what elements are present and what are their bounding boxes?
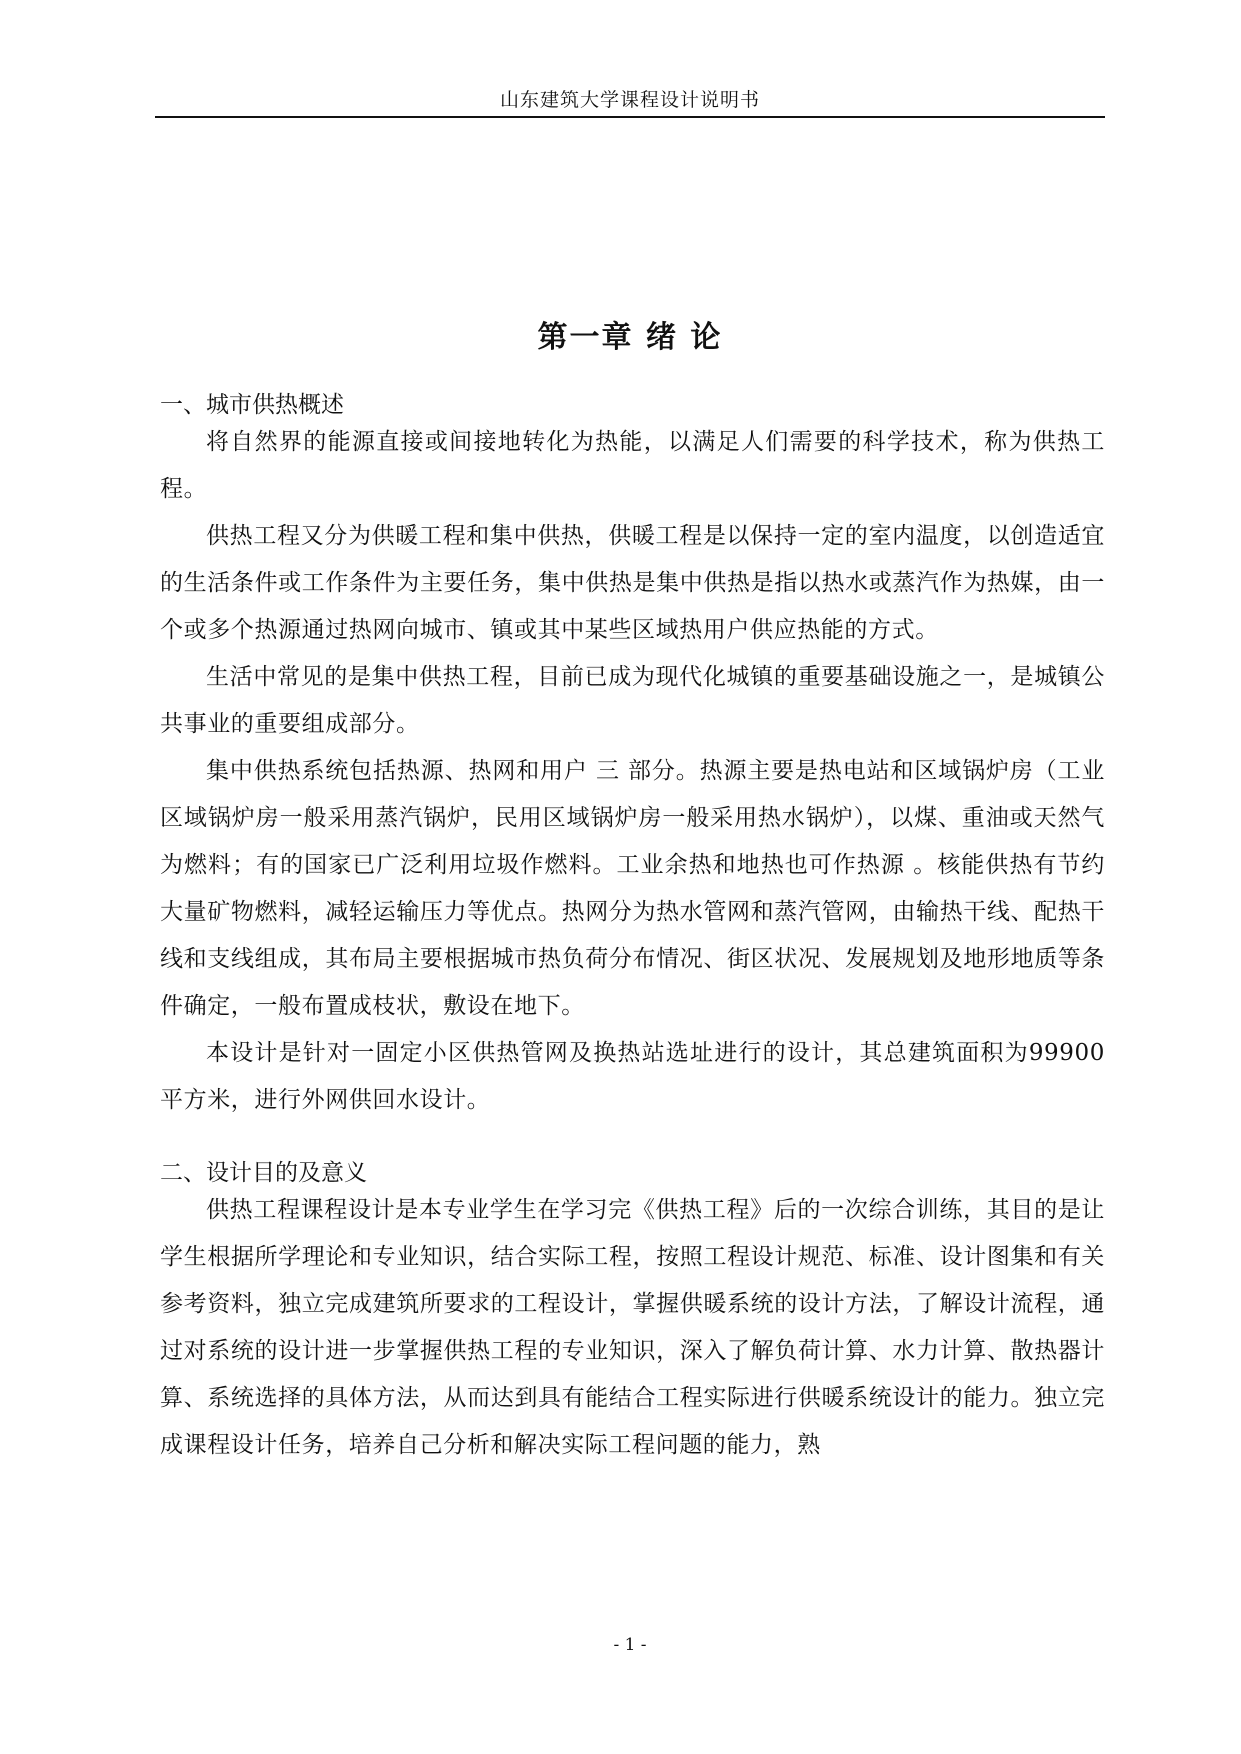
paragraph: 将自然界的能源直接或间接地转化为热能，以满足人们需要的科学技术，称为供热工程。 xyxy=(160,429,1105,502)
chapter-title: 第一章 绪 论 xyxy=(537,320,723,355)
page-header-title: 山东建筑大学课程设计说明书 xyxy=(499,89,760,111)
paragraph: 本设计是针对一固定小区供热管网及换热站选址进行的设计，其总建筑面积为99900 平方米，进行外网供回水设计。 xyxy=(160,1040,1105,1113)
paragraph: 生活中常见的是集中供热工程，目前已成为现代化城镇的重要基础设施之一，是城镇公共事业的重要组成部分。 xyxy=(160,664,1105,737)
paragraph: 供热工程又分为供暖工程和集中供热，供暖工程是以保持一定的室内温度，以创造适宜的生活条件或工作条件为主要任务，集中供热是集中供热是指以热水或蒸汽作为热媒，由一个或多个热源通过热网向城市、镇或其中某些区域热用户供应热能的方式。 xyxy=(160,523,1105,643)
paragraph: 供热工程课程设计是本专业学生在学习完《供热工程》后的一次综合训练，其目的是让学生根据所学理论和专业知识，结合实际工程，按照工程设计规范、标准、设计图集和有关参考资料，独立完成建筑所要求的工程设计，掌握供暖系统的设计方法，了解设计流程，通过对系统的设计进一步掌握供热工程的专业知识，深入了解负荷计算、水力计算、散热器计算、系统选择的具体方法，从而达到具有能结合工程实际进行供暖系统设计的能力。独立完成课程设计任务，培养自己分析和解决实际工程问题的能力，熟 xyxy=(160,1197,1105,1458)
page-number: - 1 - xyxy=(613,1635,647,1655)
header-divider xyxy=(155,116,1105,118)
section-heading-purpose: 二、设计目的及意义 xyxy=(160,1160,367,1186)
paragraph: 集中供热系统包括热源、热网和用户 三 部分。热源主要是热电站和区域锅炉房（工业区域锅炉房一般采用蒸汽锅炉，民用区域锅炉房一般采用热水锅炉），以煤、重油或天然气为燃料；有的国家已广泛利用垃圾作燃料。工业余热和地热也可作热源 。核能供热有节约大量矿物燃料，减轻运输压力等优点。热网分为热水管网和蒸汽管网，由输热干线、配热干线和支线组成，其布局主要根据城市热负荷分布情况、街区状况、发展规划及地形地质等条件确定，一般布置成枝状，敷设在地下。 xyxy=(160,758,1105,1019)
section-heading-overview: 一、城市供热概述 xyxy=(160,392,344,418)
